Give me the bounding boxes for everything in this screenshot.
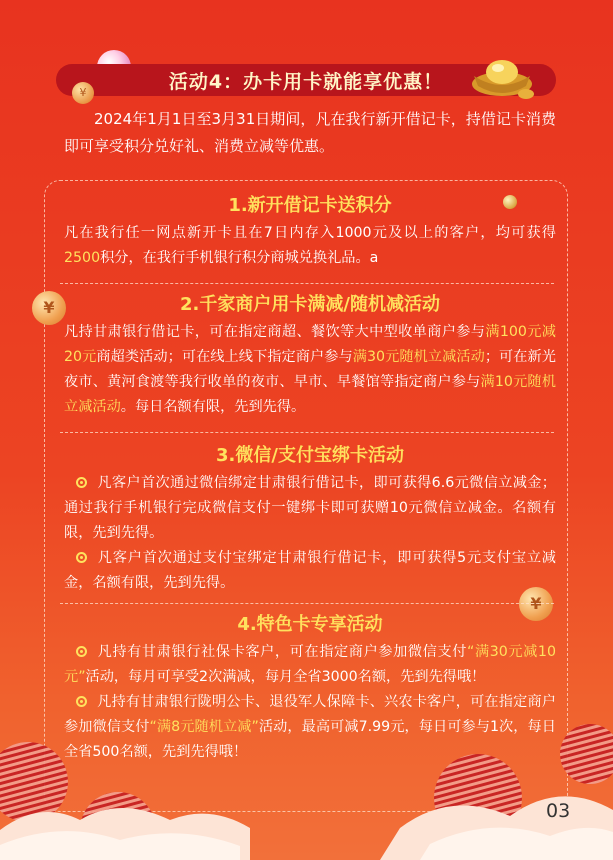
body-text: 积分，在我行手机银行积分商城兑换礼品。a [100,250,379,266]
body-text: 凡持甘肃银行借记卡，可在指定商超、餐饮等大中型收单商户参与 [64,324,486,340]
highlight-text: 满10元随机立减活动 [64,374,556,415]
section-1 [64,193,556,271]
highlight-text: 满30元随机立减活动 [352,349,485,365]
highlight-text: 满100元减20元 [64,324,556,365]
bullet-icon [76,696,87,707]
coin-icon: ¥ [72,82,94,104]
bullet-icon [76,646,87,657]
highlight-text: “满8元随机立减” [149,719,259,735]
highlight-text: 2500 [64,250,101,266]
body-text: 活动，每月可享受2次满减，每月全省3000名额，先到先得哦！ [85,669,486,685]
section-title: 2.千家商户用卡满减/随机减活动 [180,294,440,315]
bullet-icon [76,552,87,563]
section-body [64,471,556,546]
divider [60,603,554,604]
section-2 [64,292,556,420]
body-text: 。每日名额有限，先到先得。 [120,399,306,415]
body-text: 凡在我行任一网点新开卡且在7日内存入1000元及以上的客户，均可获得 [64,225,556,241]
gold-ingot-icon [468,46,538,102]
divider [60,432,554,433]
body-text: 凡持有甘肃银行社保卡客户，可在指定商户参加微信支付 [97,644,468,660]
banner-title: 活动4：办卡用卡就能享优惠！ [168,70,444,93]
body-text: 凡持有甘肃银行陇明公卡、退役军人保障卡、兴农卡客户，可在指定商户参加微信支付 [64,694,556,735]
list-item: 凡客户首次通过支付宝绑定甘肃银行借记卡，即可获得5元支付宝立减金，名额有限，先到先得。 [64,550,556,591]
intro-paragraph: 2024年1月1日至3月31日期间，凡在我行新开借记卡，持借记卡消费即可享受积分兑好礼、消费立减等优惠。 [64,110,556,155]
page-number: 03 [546,800,571,822]
coin-icon: ¥ [519,587,553,621]
highlight-text: “满30元减10元” [64,644,556,685]
coin-icon: ¥ [32,291,66,325]
section-body [64,320,556,420]
divider [60,283,554,284]
section-body [64,221,556,271]
bullet-icon [76,477,87,488]
cloud-fan-decoration [0,720,613,860]
section-body [64,546,556,596]
section-3 [64,443,556,596]
section-title: 4.特色卡专享活动 [237,614,383,635]
body-text: 商超类活动；可在线上线下指定商户参与 [96,349,353,365]
body-text: 活动，最高可减7.99元，每日可参与1次，每日全省500名额，先到先得哦！ [64,719,556,760]
section-title: 3.微信/支付宝绑卡活动 [216,445,404,466]
list-item [64,644,556,685]
list-item: 凡客户首次通过微信绑定甘肃银行借记卡，即可获得6.6元微信立减金；通过我行手机银行完成微信支付一键绑卡即可获赠10元微信立减金。名额有限，先到先得。 [64,475,556,541]
section-body [64,640,556,690]
section-title: 1.新开借记卡送积分 [228,195,392,216]
body-text: ；可在新光夜市、黄河食渡等我行收单的夜市、早市、早餐馆等指定商户参与 [64,349,556,390]
